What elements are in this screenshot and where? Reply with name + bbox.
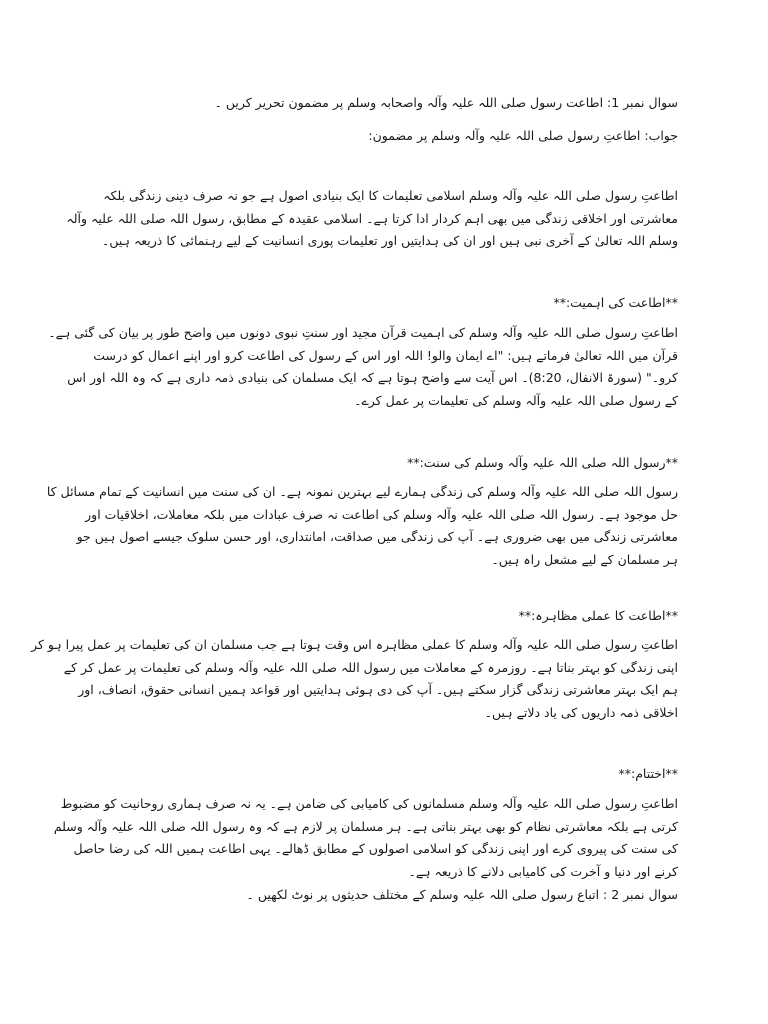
section-1-paragraph — [48, 322, 678, 412]
section-4-line: کرنے اور دنیا و آخرت کی کامیابی دلانے کا ذریعہ ہے۔ — [408, 863, 678, 879]
section-3-line: اپنی زندگی کو بہتر بناتا ہے۔ روزمرہ کے معاملات میں رسول اللہ صلی اللہ علیہ وآلہ وسلم کی تعلیمات پر عمل کر کے — [63, 659, 678, 675]
section-4-line: کی سنت کی پیروی کرے اور اپنی زندگی کو اسلامی اصولوں کے مطابق ڈھالے۔ یہی اطاعت ہمیں اللہ کی رضا حاصل — [73, 841, 678, 856]
intro-line: معاشرتی اور اخلاقی زندگی میں بھی اہم کردار ادا کرتا ہے۔ اسلامی عقیدہ کے مطابق، رسول اللہ صلی اللہ علیہ وآلہ — [66, 210, 678, 226]
section-2-line: معاشرتی زندگی میں بھی ضروری ہے۔ آپ کی زندگی میں صداقت، امانتداری، اور حسن سلوک جیسے اصول ہیں جو — [76, 529, 678, 544]
section-2-line: رسول اللہ صلی اللہ علیہ وآلہ وسلم کی زندگی ہمارے لیے بہترین نمونہ ہے۔ ان کی سنت میں انسانیت کے تمام مسائل کا — [46, 484, 678, 499]
section-1-line: قرآن میں اللہ تعالیٰ فرماتے ہیں: "اے ایمان والو! اللہ اور اس کے رسول کی اطاعت کرو اور اپنے اعمال کو درست — [93, 347, 678, 363]
section-2-line: حل موجود ہے۔ رسول اللہ صلی اللہ علیہ وآلہ وسلم کی اطاعت نہ صرف عبادات میں بلکہ معاملات، اخلاقیات اور — [85, 506, 678, 522]
section-1-line: اطاعتِ رسول صلی اللہ علیہ وآلہ وسلم کی اہمیت قرآن مجید اور سنتِ نبوی دونوں میں واضح طور پر بیان کی گئی ہے۔ — [48, 325, 678, 340]
section-4-paragraph — [53, 793, 678, 883]
section-2-line: ہر مسلمان کے لیے مشعل راہ ہیں۔ — [491, 551, 678, 567]
section-3-heading: **اطاعت کا عملی مظاہرہ:** — [518, 608, 678, 623]
section-4-heading: **اختتام:** — [618, 766, 678, 781]
section-4-line: اطاعتِ رسول صلی اللہ علیہ وآلہ وسلم مسلمانوں کی کامیابی کی ضامن ہے۔ یہ نہ صرف ہماری روحانیت کو مضبوط — [60, 796, 678, 811]
intro-line: اطاعتِ رسول صلی اللہ علیہ وآلہ وسلم اسلامی تعلیمات کا ایک بنیادی اصول ہے جو نہ صرف دینی زندگی بلکہ — [103, 188, 678, 203]
intro-paragraph — [66, 185, 678, 253]
section-2-paragraph — [46, 481, 678, 571]
question-2: سوال نمبر 2 : اتباع رسول صلی اللہ علیہ وسلم کے مختلف حدیثوں پر نوٹ لکھیں ۔ — [246, 887, 678, 902]
question-1: سوال نمبر 1: اطاعت رسول صلی اللہ علیہ وآلہ واصحابہ وسلم پر مضمون تحریر کریں ۔ — [214, 95, 678, 110]
section-3-line: ہم ایک بہتر معاشرتی زندگی گزار سکتے ہیں۔ آپ کی دی ہوئی ہدایتیں اور قواعد ہمیں انسانی حقوق، انصاف، اور — [78, 682, 678, 697]
section-3-paragraph — [31, 634, 678, 724]
section-4-line: کرتی ہے بلکہ معاشرتی نظام کو بھی بہتر بناتی ہے۔ ہر مسلمان پر لازم ہے کہ وہ رسول اللہ صلی اللہ علیہ وآلہ وسلم — [53, 818, 678, 834]
section-3-line: اطاعتِ رسول صلی اللہ علیہ وآلہ وسلم کا عملی مظاہرہ اس وقت ہوتا ہے جب مسلمان ان کی تعلیمات پر عمل پیرا ہو کر — [31, 637, 678, 652]
section-1-line: کرو۔" (سورۃ الانفال، 8:20)۔ اس آیت سے واضح ہوتا ہے کہ ایک مسلمان کی بنیادی ذمہ داری ہے کہ وہ اللہ اور اس — [67, 370, 678, 385]
answer-title: جواب: اطاعتِ رسول صلی اللہ علیہ وآلہ وسلم پر مضمون: — [368, 128, 678, 143]
section-3-line: اخلاقی ذمہ داریوں کی یاد دلاتے ہیں۔ — [484, 704, 678, 720]
section-1-line: کے رسول صلی اللہ علیہ وآلہ وسلم کی تعلیمات پر عمل کرے۔ — [354, 392, 678, 408]
section-2-heading: **رسول اللہ صلی اللہ علیہ وآلہ وسلم کی سنت:** — [407, 455, 678, 470]
intro-line: وسلم اللہ تعالیٰ کے آخری نبی ہیں اور ان کی ہدایتیں اور تعلیمات پوری انسانیت کے لیے رہنمائی کا ذریعہ ہیں۔ — [102, 233, 678, 248]
section-1-heading: **اطاعت کی اہمیت:** — [553, 295, 678, 310]
